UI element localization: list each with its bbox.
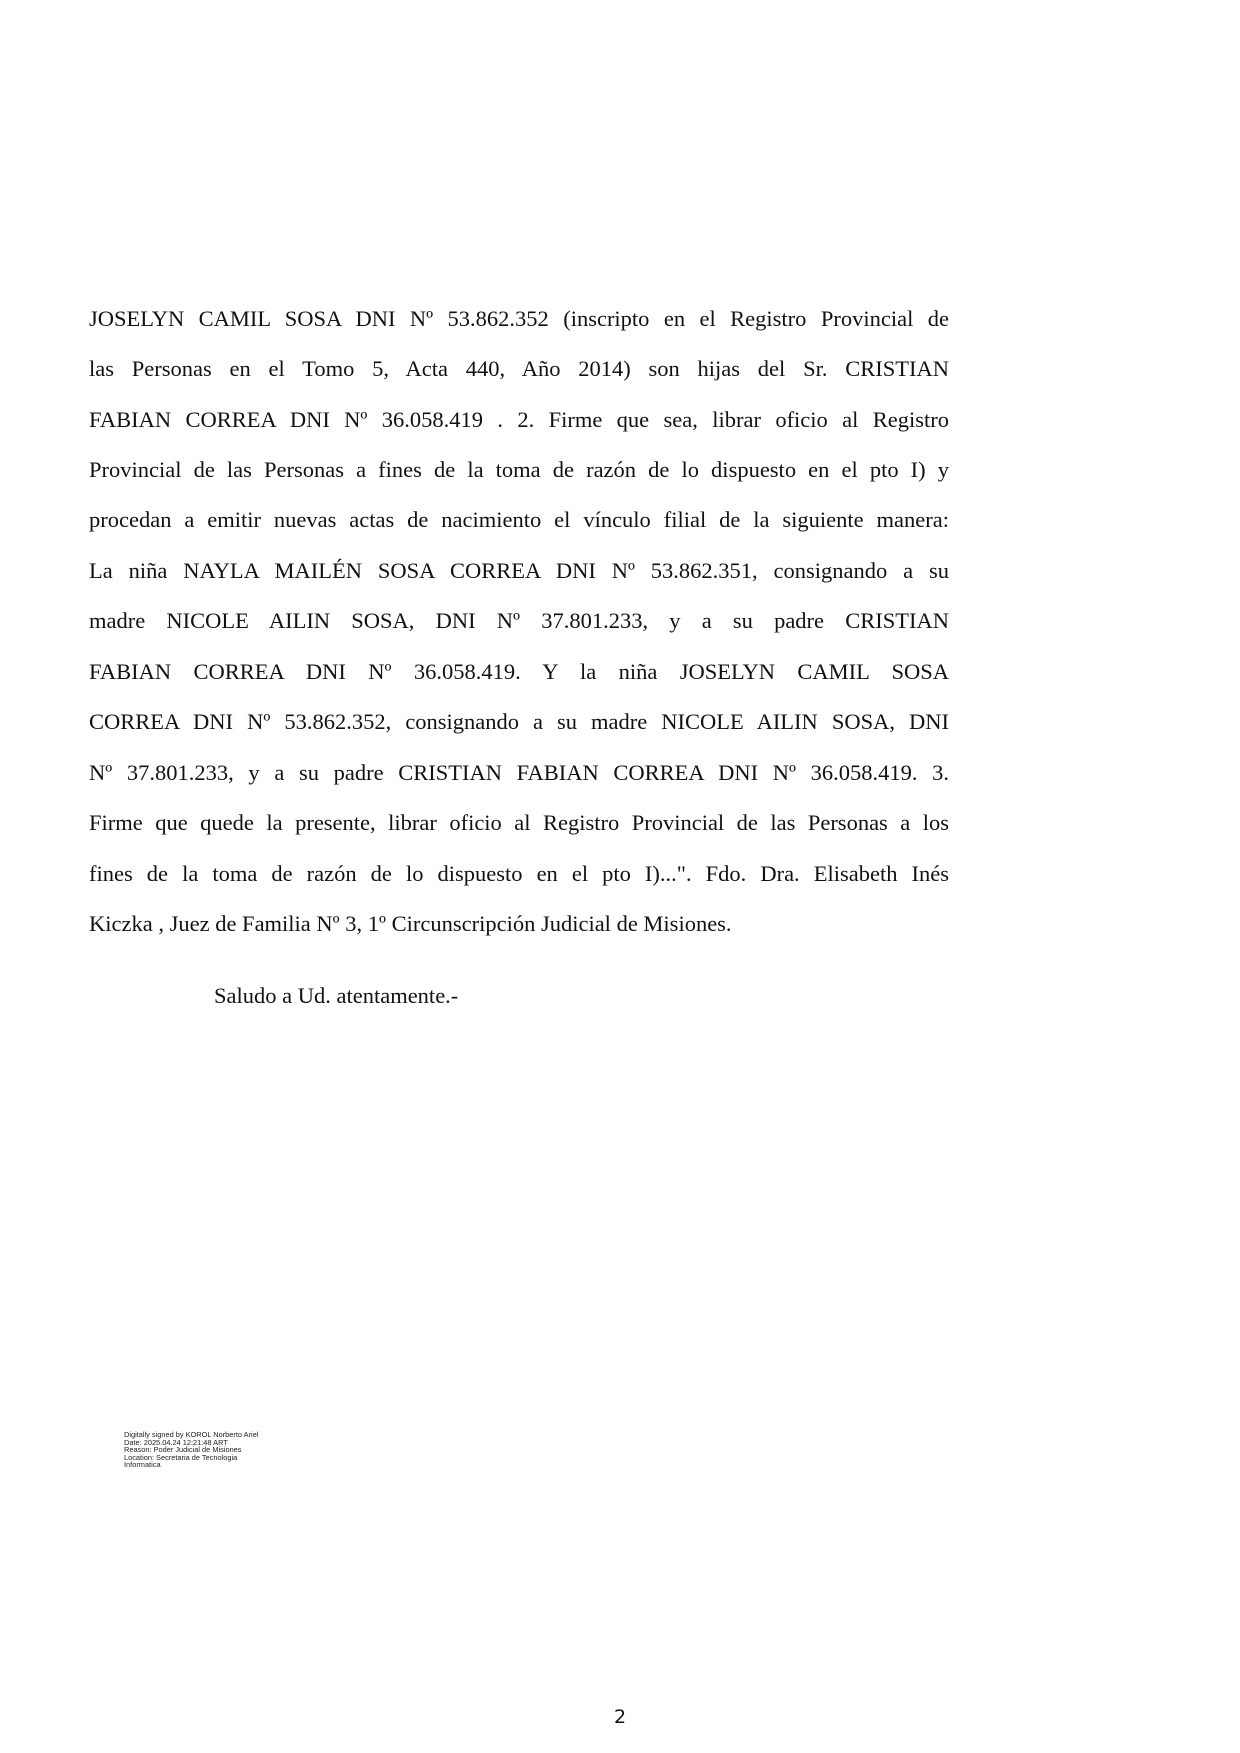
body-line-9: CORREA DNI Nº 53.862.352, consignando a su madre NICOLE AILIN SOSA, DNI (89, 709, 949, 734)
digital-signature-block (124, 1431, 324, 1469)
page-number: 2 (613, 1706, 627, 1728)
body-line-13: Kiczka , Juez de Familia Nº 3, 1º Circunscripción Judicial de Misiones. (89, 911, 732, 936)
body-line-7: madre NICOLE AILIN SOSA, DNI Nº 37.801.233, y a su padre CRISTIAN (89, 608, 949, 633)
body-line-4: Provincial de las Personas a fines de la toma de razón de lo dispuesto en el pto I) y (89, 457, 949, 482)
signature-signer: Digitally signed by KOROL Norberto Ariel (124, 1430, 259, 1439)
body-line-2: las Personas en el Tomo 5, Acta 440, Año 2014) son hijas del Sr. CRISTIAN (89, 356, 949, 381)
signature-date: Date: 2025.04.24 12:21:48 ART (124, 1437, 228, 1447)
body-line-12: fines de la toma de razón de lo dispuesto en el pto I)...". Fdo. Dra. Elisabeth Inés (89, 861, 949, 886)
body-line-5: procedan a emitir nuevas actas de nacimiento el vínculo filial de la siguiente manera: (89, 507, 949, 532)
body-line-3: FABIAN CORREA DNI Nº 36.058.419 . 2. Firme que sea, librar oficio al Registro (89, 407, 949, 432)
body-line-10: Nº 37.801.233, y a su padre CRISTIAN FABIAN CORREA DNI Nº 36.058.419. 3. (89, 760, 949, 785)
body-line-11: Firme que quede la presente, librar oficio al Registro Provincial de las Personas a los (89, 810, 949, 835)
body-line-1: JOSELYN CAMIL SOSA DNI Nº 53.862.352 (inscripto en el Registro Provincial de (89, 306, 949, 331)
signature-location: Location: Secretaria de Tecnologia (124, 1452, 238, 1462)
body-line-6: La niña NAYLA MAILÉN SOSA CORREA DNI Nº 53.862.351, consignando a su (89, 558, 949, 583)
signature-reason: Reason: Poder Judicial de Misiones (124, 1445, 242, 1455)
signature-location-cont: Informatica (124, 1460, 161, 1470)
closing-greeting: Saludo a Ud. atentamente.- (214, 983, 459, 1008)
body-line-8: FABIAN CORREA DNI Nº 36.058.419. Y la niña JOSELYN CAMIL SOSA (89, 659, 949, 684)
